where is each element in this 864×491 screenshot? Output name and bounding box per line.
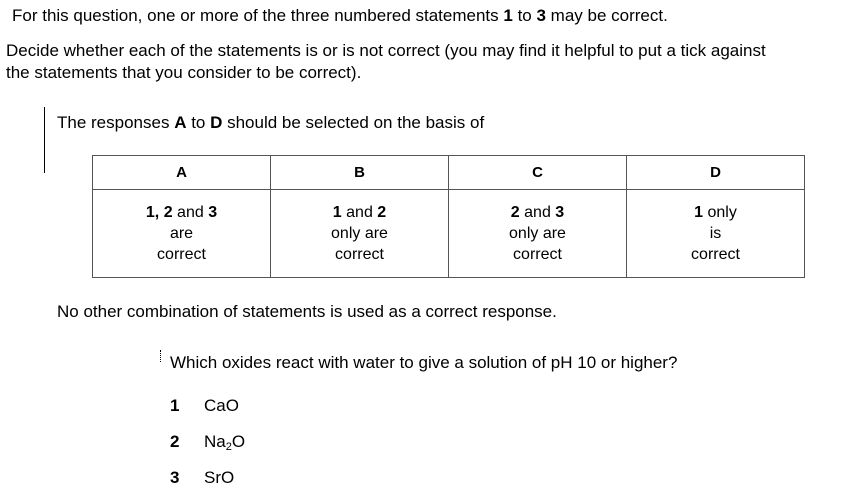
- basis-a: A: [174, 113, 187, 132]
- intro-text: to: [512, 6, 537, 25]
- statement-formula-tail: O: [231, 432, 246, 451]
- intro-instructions: [6, 40, 766, 84]
- intro-line-1: [12, 6, 668, 26]
- statement-2: [170, 432, 245, 453]
- header-c: C: [449, 156, 627, 190]
- statement-number: 3: [170, 468, 180, 487]
- basis-d: D: [210, 113, 223, 132]
- basis-post: should be selected on the basis of: [222, 113, 485, 132]
- cell-line-3: correct: [513, 246, 562, 263]
- basis-pre: The responses: [57, 113, 175, 132]
- cell-line-3: correct: [691, 246, 740, 263]
- cell-bold: 2: [377, 204, 387, 221]
- cell-line-2: are: [169, 225, 194, 242]
- cell-line-3: correct: [157, 246, 206, 263]
- cell-line-2: is: [709, 225, 722, 242]
- statement-number: 1: [170, 396, 180, 415]
- question-text: Which oxides react with water to give a solution of pH 10 or higher?: [170, 353, 678, 372]
- statement-formula: CaO: [204, 396, 239, 415]
- no-other-combination-note: No other combination of statements is used as a correct response.: [57, 302, 557, 321]
- intro-text: may be correct.: [545, 6, 668, 25]
- statement-number: 2: [170, 432, 180, 451]
- response-cell-a: [93, 190, 271, 278]
- intro-line-3: the statements that you consider to be correct).: [6, 63, 362, 82]
- cell-text: and: [519, 204, 556, 221]
- response-cell-c: [449, 190, 627, 278]
- cell-bold: 3: [555, 204, 565, 221]
- cell-bold: 2: [510, 204, 520, 221]
- intro-text: For this question, one or more of the three numbered statements: [12, 6, 504, 25]
- response-header-row: [93, 156, 805, 190]
- cell-text: and: [172, 204, 209, 221]
- response-table: [92, 155, 805, 278]
- response-body-row: [93, 190, 805, 278]
- basis-to: to: [186, 113, 211, 132]
- question-marker: [160, 350, 161, 362]
- cell-bold: 1: [694, 204, 704, 221]
- cell-line-3: correct: [335, 246, 384, 263]
- margin-rule: [44, 107, 45, 173]
- cell-bold: 3: [208, 204, 218, 221]
- header-a: A: [93, 156, 271, 190]
- basis-text: [57, 113, 484, 133]
- cell-text: and: [341, 204, 378, 221]
- cell-line-2: only are: [509, 225, 566, 242]
- header-b: B: [271, 156, 449, 190]
- cell-text: only: [703, 204, 737, 221]
- intro-bold-1: 1: [503, 6, 513, 25]
- intro-line-2: Decide whether each of the statements is or is not correct (you may find it helpful to put a tick against: [6, 41, 766, 60]
- cell-bold: 1, 2: [145, 204, 173, 221]
- statement-formula: SrO: [204, 468, 235, 487]
- cell-line-2: only are: [331, 225, 388, 242]
- intro-bold-3: 3: [536, 6, 546, 25]
- header-d: D: [627, 156, 805, 190]
- response-cell-b: [271, 190, 449, 278]
- statement-1: [170, 396, 239, 416]
- statement-3: [170, 468, 234, 488]
- cell-bold: 1: [332, 204, 342, 221]
- response-cell-d: [627, 190, 805, 278]
- statement-formula: Na: [204, 432, 226, 451]
- formula-subscript: 2: [225, 441, 232, 453]
